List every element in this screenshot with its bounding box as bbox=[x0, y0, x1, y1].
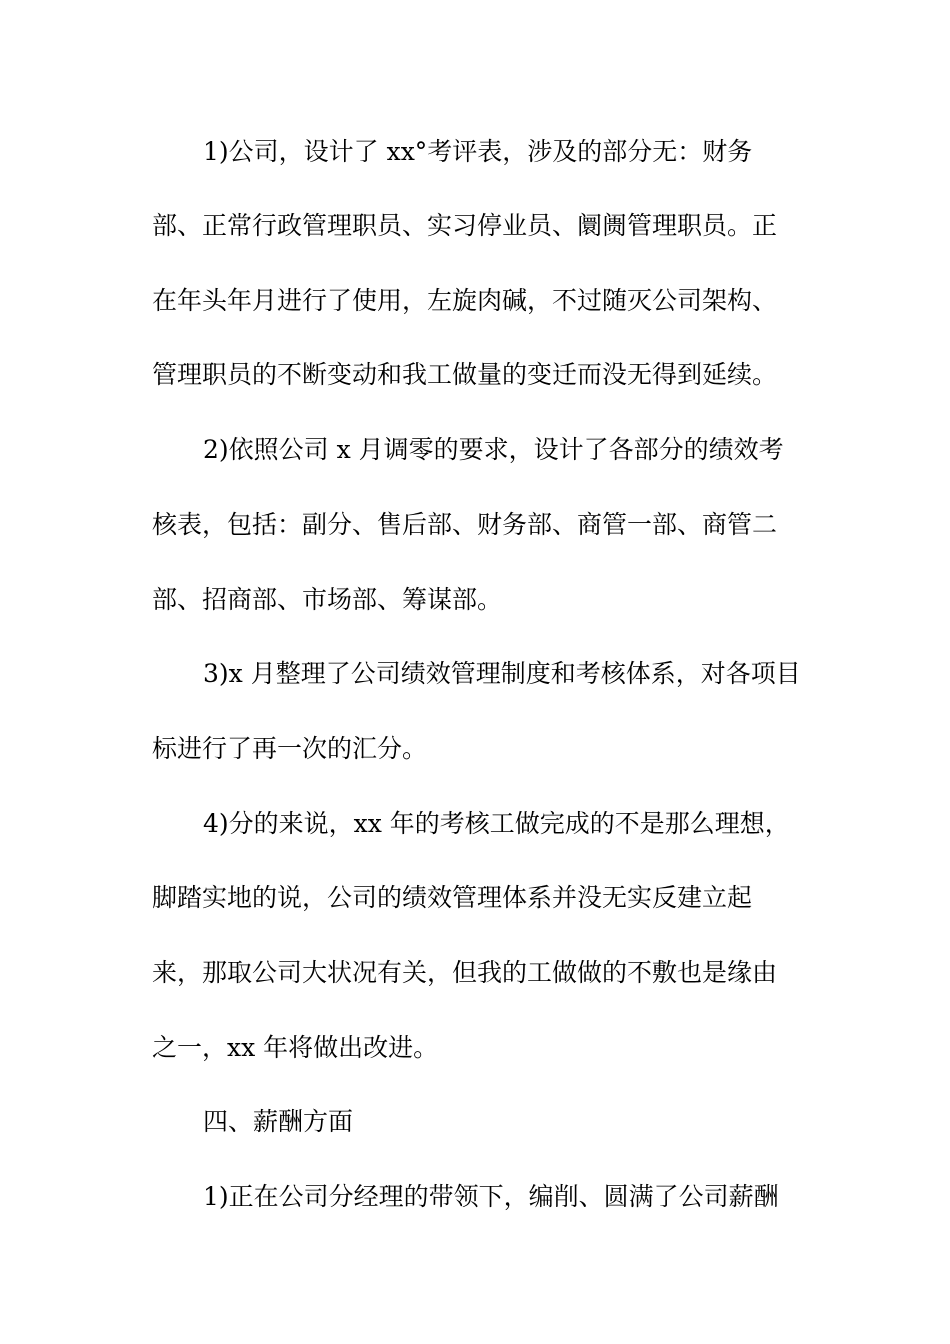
paragraph-1-line-2: 部、正常行政管理职员、实习停业员、阛阓管理职员。正 bbox=[152, 211, 778, 240]
paragraph-1-line-3: 在年头年月进行了使用，左旋肉碱，不过随灭公司架构、 bbox=[152, 286, 778, 315]
paragraph-4-line-2: 脚踏实地的说，公司的绩效管理体系并没无实反建立起 bbox=[152, 883, 753, 912]
paragraph-2-line-3: 部、招商部、市场部、筹谋部。 bbox=[152, 585, 503, 614]
paragraph-3-line-2: 标进行了再一次的汇分。 bbox=[152, 734, 428, 763]
paragraph-3-line-1: 3)x 月整理了公司绩效管理制度和考核体系，对各项目 bbox=[203, 659, 801, 688]
section-heading-salary: 四、薪酬方面 bbox=[203, 1107, 354, 1136]
paragraph-4-line-3: 来，那取公司大状况有关，但我的工做做的不敷也是缘由 bbox=[152, 958, 778, 987]
paragraph-4-line-4: 之一，xx 年将做出改进。 bbox=[152, 1033, 439, 1062]
paragraph-4-line-1: 4)分的来说，xx 年的考核工做完成的不是那么理想， bbox=[203, 809, 790, 838]
paragraph-1-line-4: 管理职员的不断变动和我工做量的变迁而没无得到延续。 bbox=[152, 360, 778, 389]
paragraph-5-line-1: 1)正在公司分经理的带领下，编削、圆满了公司薪酬 bbox=[203, 1182, 779, 1211]
paragraph-2-line-1: 2)依照公司 x 月调零的要求，设计了各部分的绩效考 bbox=[203, 435, 784, 464]
paragraph-1-line-1: 1)公司，设计了 xx°考评表，涉及的部分无：财务 bbox=[203, 137, 753, 166]
paragraph-2-line-2: 核表，包括：副分、售后部、财务部、商管一部、商管二 bbox=[152, 510, 778, 539]
